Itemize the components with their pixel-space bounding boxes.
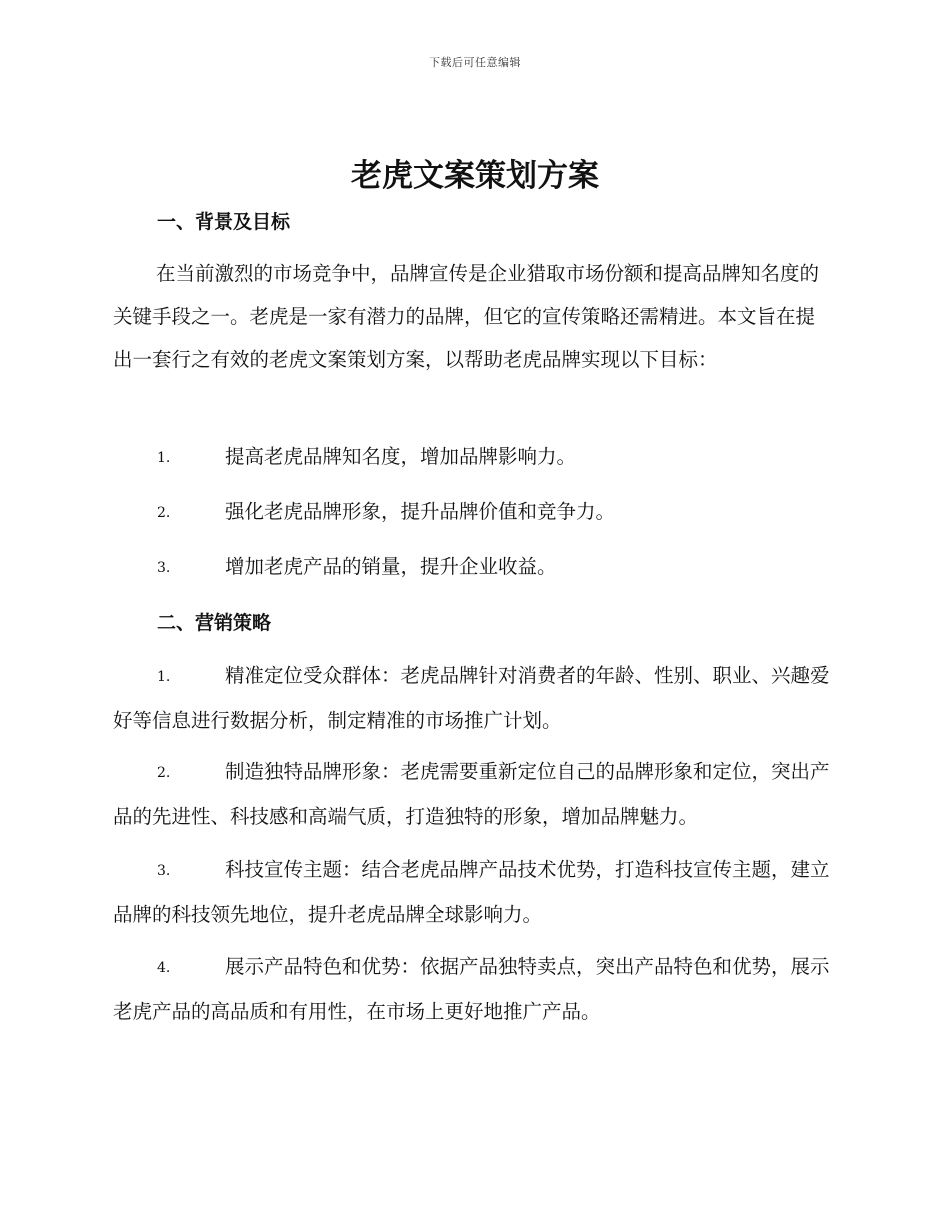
list-number: 1.: [157, 450, 171, 466]
list-number: 2.: [157, 765, 171, 781]
strategy-text: 展示产品特色和优势：依据产品独特卖点，突出产品特色和优势，展示老虎产品的高品质和有用性，在市场上更好地推广产品。: [113, 955, 830, 1023]
goal-text: 增加老虎产品的销量，提升企业收益。: [225, 555, 557, 578]
goal-text: 提高老虎品牌知名度，增加品牌影响力。: [225, 445, 577, 468]
intro-paragraph: 在当前激烈的市场竞争中，品牌宣传是企业猎取市场份额和提高品牌知名度的关键手段之一。老虎是一家有潜力的品牌，但它的宣传策略还需精进。本文旨在提出一套行之有效的老虎文案策划方案，以帮助老虎品牌实现以下目标：: [113, 262, 820, 371]
strategy-item: [113, 654, 833, 742]
header-note: 下载后可任意编辑: [429, 56, 521, 69]
strategy-item: [113, 848, 833, 936]
goal-item: [157, 552, 837, 583]
goal-text: 强化老虎品牌形象，提升品牌价值和竞争力。: [225, 500, 616, 523]
strategy-item: [113, 945, 833, 1033]
goal-item: [157, 442, 837, 473]
section-heading-background: 一、背景及目标: [157, 211, 291, 233]
strategy-text: 精准定位受众群体：老虎品牌针对消费者的年龄、性别、职业、兴趣爱好等信息进行数据分析，制定精准的市场推广计划。: [113, 664, 830, 732]
strategy-text: 科技宣传主题：结合老虎品牌产品技术优势，打造科技宣传主题，建立品牌的科技领先地位，提升老虎品牌全球影响力。: [113, 858, 830, 926]
document-title: 老虎文案策划方案: [351, 158, 599, 194]
goal-item: [157, 497, 837, 528]
list-number: 1.: [157, 669, 171, 685]
strategy-item: [113, 750, 833, 838]
list-number: 3.: [157, 560, 171, 576]
section-heading-strategy: 二、营销策略: [157, 612, 272, 634]
strategy-text: 制造独特品牌形象：老虎需要重新定位自己的品牌形象和定位，突出产品的先进性、科技感和高端气质，打造独特的形象，增加品牌魅力。: [113, 760, 830, 828]
list-number: 3.: [157, 863, 171, 879]
list-number: 4.: [157, 960, 171, 976]
list-number: 2.: [157, 505, 171, 521]
